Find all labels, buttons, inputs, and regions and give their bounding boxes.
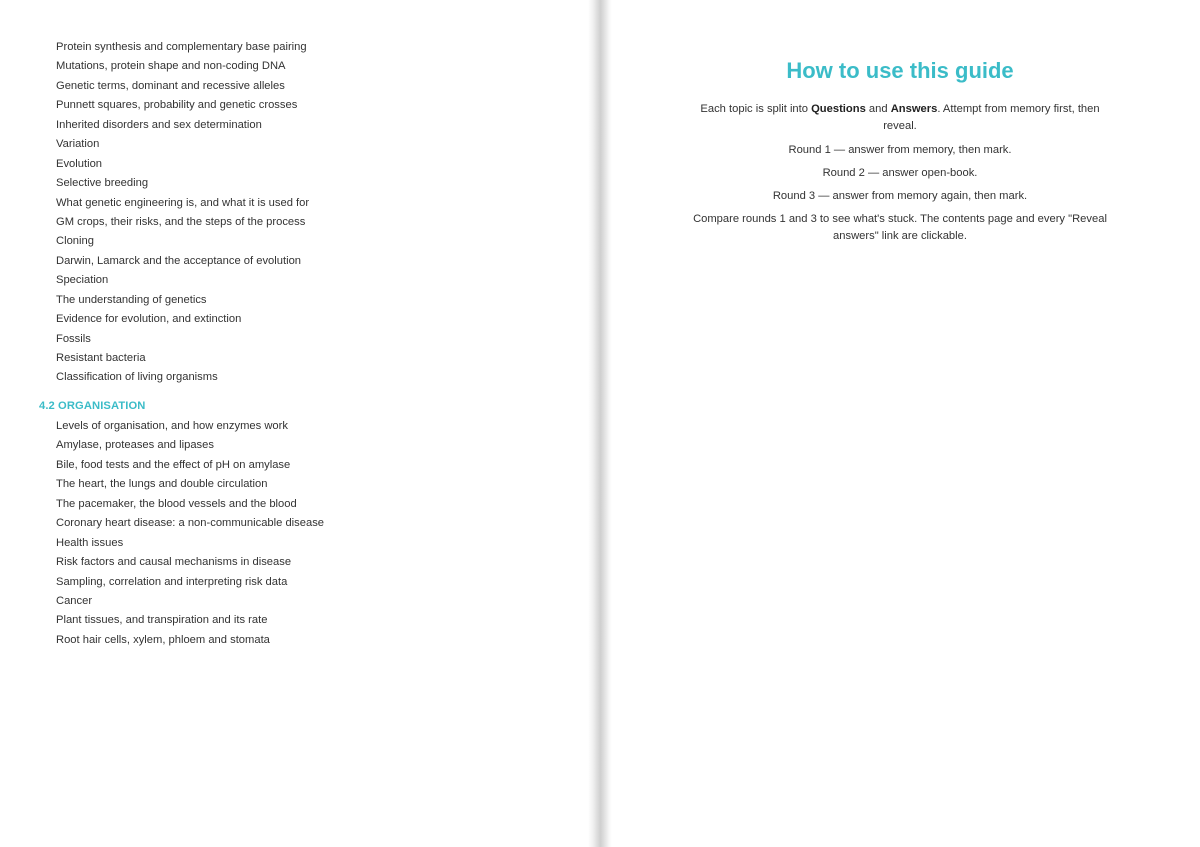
contents-link[interactable]: Root hair cells, xylem, phloem and stomata [56,633,270,646]
contents-list [56,38,309,388]
contents-link[interactable]: GM crops, their risks, and the steps of the process [56,215,306,228]
contents-link[interactable]: Cloning [56,235,94,248]
closing-paragraph: Compare rounds 1 and 3 to see what's stuck. The contents page and every "Reveal answers" link are clickable. [693,213,1107,242]
questions-label: Questions [811,103,866,115]
guide-title: How to use this guide [786,58,1014,83]
intro-and: and [865,103,891,115]
contents-link[interactable]: Protein synthesis and complementary base pairing [56,41,307,53]
contents-link[interactable]: Inherited disorders and sex determination [56,118,262,131]
contents-list-organisation [56,417,324,650]
contents-link[interactable]: The heart, the lungs and double circulation [56,478,268,491]
round-3-text: Round 3 — answer from memory again, then mark. [772,190,1028,202]
contents-link[interactable]: Amylase, proteases and lipases [56,439,214,452]
contents-link[interactable]: Evidence for evolution, and extinction [56,313,242,326]
contents-link[interactable]: Darwin, Lamarck and the acceptance of evolution [56,254,302,267]
contents-link[interactable]: Risk factors and causal mechanisms in disease [56,556,292,569]
section-heading-organisation: 4.2 ORGANISATION [39,400,146,412]
contents-link[interactable]: Variation [56,138,100,151]
round-1-text: Round 1 — answer from memory, then mark. [788,144,1012,156]
intro-prefix: Each topic is split into [700,103,812,115]
contents-link[interactable]: Plant tissues, and transpiration and its rate [56,614,268,627]
round-2-text: Round 2 — answer open-book. [822,167,978,179]
guide-instructions [690,101,1110,252]
contents-link[interactable]: Evolution [56,157,103,170]
contents-link[interactable]: Coronary heart disease: a non-communicable disease [56,517,325,530]
intro-suffix: . Attempt from memory first, then reveal. [883,103,1100,132]
contents-link[interactable]: Genetic terms, dominant and recessive alleles [56,79,285,92]
contents-link[interactable]: Speciation [56,274,109,287]
intro-paragraph [690,101,1110,135]
contents-link[interactable]: Cancer [56,594,93,607]
contents-link[interactable]: Levels of organisation, and how enzymes work [56,420,288,432]
contents-link[interactable]: Mutations, protein shape and non-coding DNA [56,60,286,73]
contents-link[interactable]: Bile, food tests and the effect of pH on amylase [56,458,291,471]
contents-link[interactable]: Fossils [56,332,91,345]
contents-link[interactable]: Sampling, correlation and interpreting risk data [56,575,288,588]
contents-link[interactable]: Selective breeding [56,177,149,190]
answers-label: Answers [890,103,938,115]
page-gutter-shadow [588,0,612,847]
contents-link[interactable]: What genetic engineering is, and what it is used for [56,196,310,209]
contents-link[interactable]: The pacemaker, the blood vessels and the blood [56,497,297,510]
contents-link[interactable]: Resistant bacteria [56,352,146,364]
contents-link[interactable]: Punnett squares, probability and genetic crosses [56,99,298,112]
contents-link[interactable]: Health issues [56,536,124,549]
contents-link[interactable]: The understanding of genetics [56,293,207,306]
contents-link[interactable]: Classification of living organisms [56,371,218,384]
